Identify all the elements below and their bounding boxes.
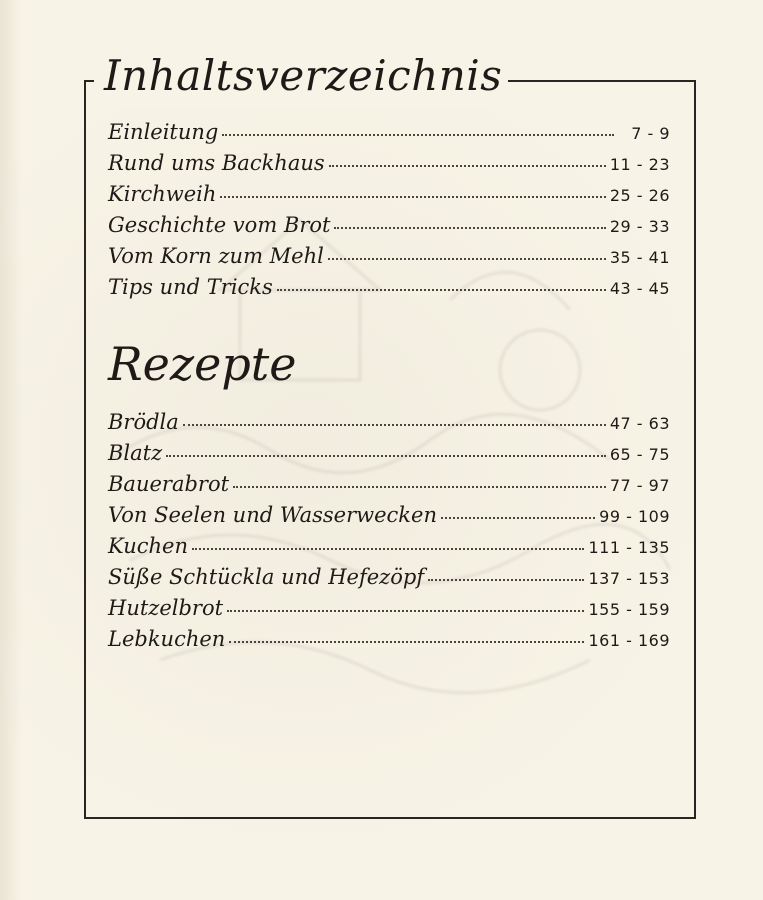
toc-entry[interactable] [108, 210, 670, 241]
toc-entry-pages: 77 - 97 [609, 476, 670, 495]
toc-entry-label: Rund ums Backhaus [108, 151, 325, 175]
toc-entry-label: Kuchen [108, 534, 188, 558]
toc-entry-pages: 137 - 153 [588, 569, 670, 588]
toc-entry-pages: 25 - 26 [609, 186, 670, 205]
recipes-title: Rezepte [108, 337, 297, 391]
dot-leader [329, 165, 606, 167]
toc-entry[interactable] [108, 531, 670, 562]
contents-list [108, 117, 670, 303]
toc-entry-pages: 111 - 135 [588, 538, 670, 557]
toc-entry-pages: 47 - 63 [609, 414, 670, 433]
dot-leader [441, 517, 595, 519]
dot-leader [277, 289, 606, 291]
toc-entry-pages: 99 - 109 [599, 507, 670, 526]
toc-entry-pages: 161 - 169 [588, 631, 670, 650]
dot-leader [233, 486, 606, 488]
toc-entry-label: Lebkuchen [108, 627, 226, 651]
dot-leader [222, 134, 614, 136]
dot-leader [166, 455, 606, 457]
toc-entry-label: Bauerabrot [108, 472, 230, 496]
toc-entry[interactable] [108, 500, 670, 531]
dot-leader [227, 610, 584, 612]
toc-entry-label: Tips und Tricks [108, 275, 273, 299]
toc-entry[interactable] [108, 148, 670, 179]
toc-entry[interactable] [108, 117, 670, 148]
dot-leader [229, 641, 584, 643]
toc-entry-label: Von Seelen und Wasserwecken [108, 503, 437, 527]
toc-entry[interactable] [108, 407, 670, 438]
toc-entry[interactable] [108, 469, 670, 500]
toc-entry-label: Brödla [108, 410, 179, 434]
toc-entry-pages: 35 - 41 [609, 248, 670, 267]
toc-entry[interactable] [108, 593, 670, 624]
dot-leader [428, 579, 584, 581]
dot-leader [192, 548, 584, 550]
toc-entry[interactable] [108, 272, 670, 303]
toc-entry-label: Vom Korn zum Mehl [108, 244, 324, 268]
dot-leader [220, 196, 605, 198]
toc-entry-label: Geschichte vom Brot [108, 213, 331, 237]
toc-entry-pages: 11 - 23 [609, 155, 670, 174]
toc-entry[interactable] [108, 438, 670, 469]
toc-entry-pages: 65 - 75 [609, 445, 670, 464]
toc-entry-label: Einleitung [108, 120, 219, 144]
toc-entry-pages: 7 - 9 [631, 124, 670, 143]
toc-entry-label: Blatz [108, 441, 163, 465]
dot-leader [183, 424, 606, 426]
toc-entry-label: Hutzelbrot [108, 596, 224, 620]
dot-leader [328, 258, 606, 260]
toc-entry[interactable] [108, 241, 670, 272]
toc-entry-label: Kirchweih [108, 182, 217, 206]
toc-entry[interactable] [108, 179, 670, 210]
recipes-list [108, 407, 670, 655]
dot-leader [334, 227, 605, 229]
toc-entry-label: Süße Schtückla und Hefezöpf [108, 565, 425, 589]
toc-entry-pages: 43 - 45 [609, 279, 670, 298]
toc-entry[interactable] [108, 562, 670, 593]
contents-title: Inhaltsverzeichnis [104, 51, 503, 100]
toc-entry[interactable] [108, 624, 670, 655]
toc-entry-pages: 155 - 159 [588, 600, 670, 619]
toc-entry-pages: 29 - 33 [609, 217, 670, 236]
